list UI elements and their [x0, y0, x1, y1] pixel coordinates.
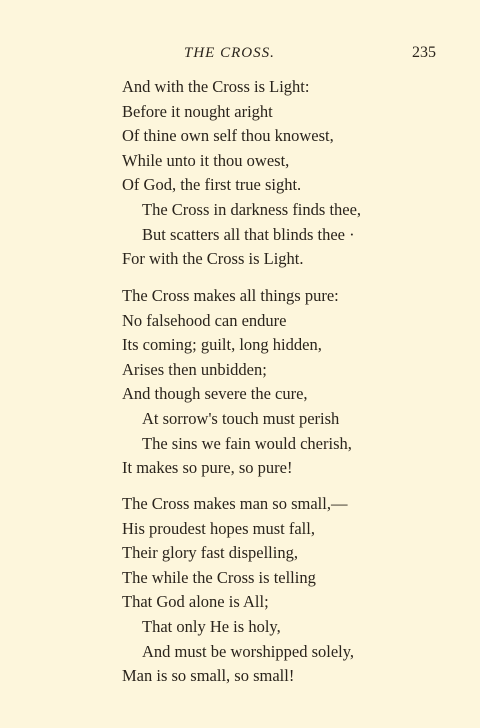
- poem-line: It makes so pure, so pure!: [122, 458, 293, 478]
- poem-line: The Cross in darkness finds thee,: [142, 199, 362, 219]
- poem-line: His proudest hopes must fall,: [122, 518, 315, 538]
- poem-line: The Cross makes all things pure:: [122, 286, 339, 305]
- page-number: 235: [412, 44, 436, 61]
- stanza-2: [122, 284, 352, 481]
- poem-line: Arises then unbidden;: [122, 359, 267, 379]
- poem-line: Before it nought aright: [122, 101, 273, 121]
- poem-line: And though severe the cure,: [122, 384, 308, 404]
- stanza-3: [122, 492, 354, 689]
- poem-line: But scatters all that blinds thee ·: [142, 224, 355, 244]
- poem-line: The sins we fain would cherish,: [142, 433, 352, 453]
- stanza-1: [122, 75, 361, 272]
- poem-line: No falsehood can endure: [122, 310, 287, 330]
- poem-line: While unto it thou owest,: [122, 150, 290, 170]
- poem-line: Their glory fast dispelling,: [122, 543, 298, 563]
- poem-line: And must be worshipped solely,: [142, 641, 355, 661]
- poem-line: The while the Cross is telling: [122, 567, 316, 587]
- poem-line: And with the Cross is Light:: [122, 77, 310, 96]
- poem-line: At sorrow's touch must perish: [142, 408, 340, 428]
- poem-line: Of thine own self thou knowest,: [122, 126, 334, 146]
- running-title: THE CROSS.: [184, 45, 275, 61]
- poem-line: Of God, the first true sight.: [122, 175, 302, 195]
- poem-line: Its coming; guilt, long hidden,: [122, 335, 322, 355]
- poem-line: For with the Cross is Light.: [122, 249, 304, 269]
- poem-line: The Cross makes man so small,—: [122, 494, 348, 513]
- poem-line: That only He is holy,: [142, 616, 281, 636]
- poem-line: Man is so small, so small!: [122, 666, 295, 686]
- poem-line: That God alone is All;: [122, 592, 269, 612]
